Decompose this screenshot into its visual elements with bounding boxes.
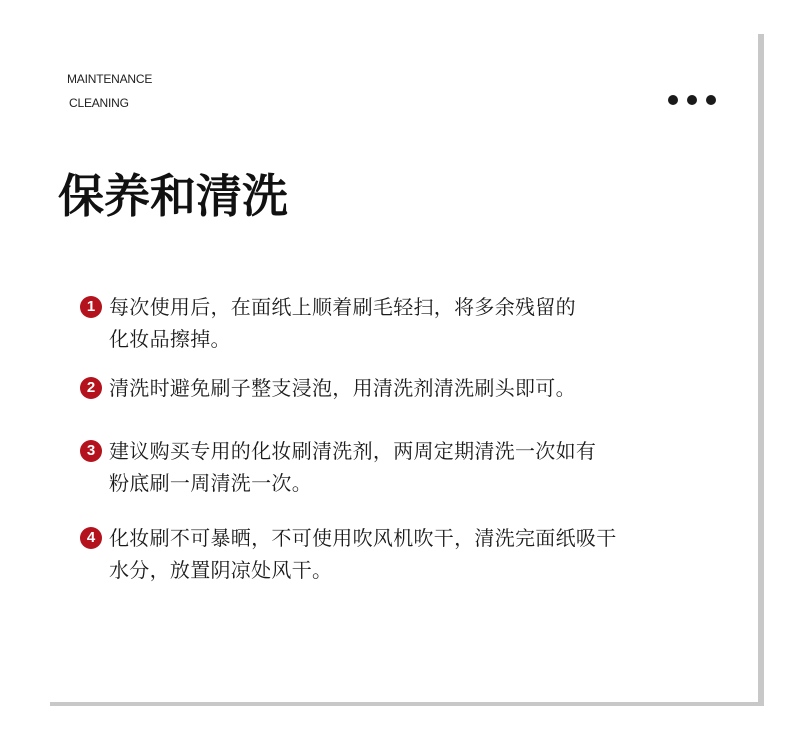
dot-2: [687, 95, 697, 105]
list-item-3-line-2: 粉底刷一周清洗一次。: [109, 471, 312, 495]
list-item-1-line-1: 每次使用后，在面纸上顺着刷毛轻扫，将多余残留的: [109, 295, 576, 319]
list-item-4: [80, 522, 720, 586]
number-badge-3: 3: [80, 440, 102, 462]
number-badge-4: 4: [80, 527, 102, 549]
list-item-1: [80, 291, 720, 355]
list-item-text-2: [109, 372, 576, 404]
list-item-2: [80, 372, 720, 404]
list-item-text-1: [109, 291, 576, 355]
page-title: 保养和清洗: [58, 169, 288, 223]
list-item-3-line-1: 建议购买专用的化妆刷清洗剂，两周定期清洗一次如有: [109, 439, 597, 463]
list-item-4-line-2: 水分，放置阴凉处风干。: [109, 558, 333, 582]
number-badge-1: 1: [80, 296, 102, 318]
content-card: [44, 30, 758, 702]
subtitle-line-2: CLEANING: [69, 96, 129, 110]
more-dots-icon: [668, 95, 716, 105]
section-subtitle: [67, 67, 152, 115]
list-item-2-line-1: 清洗时避免刷子整支浸泡，用清洗剂清洗刷头即可。: [109, 376, 576, 400]
list-item-4-line-1: 化妆刷不可暴晒，不可使用吹风机吹干，清洗完面纸吸干: [109, 526, 617, 550]
card-shadow-right: [758, 34, 764, 706]
subtitle-line-1: MAINTENANCE: [67, 72, 153, 86]
list-item-1-line-2: 化妆品擦掉。: [109, 327, 231, 351]
list-item-text-3: [109, 435, 596, 499]
list-item-text-4: [109, 522, 617, 586]
number-badge-2: 2: [80, 377, 102, 399]
list-item-3: [80, 435, 720, 499]
dot-3: [706, 95, 716, 105]
dot-1: [668, 95, 678, 105]
card-shadow-bottom: [50, 702, 764, 706]
